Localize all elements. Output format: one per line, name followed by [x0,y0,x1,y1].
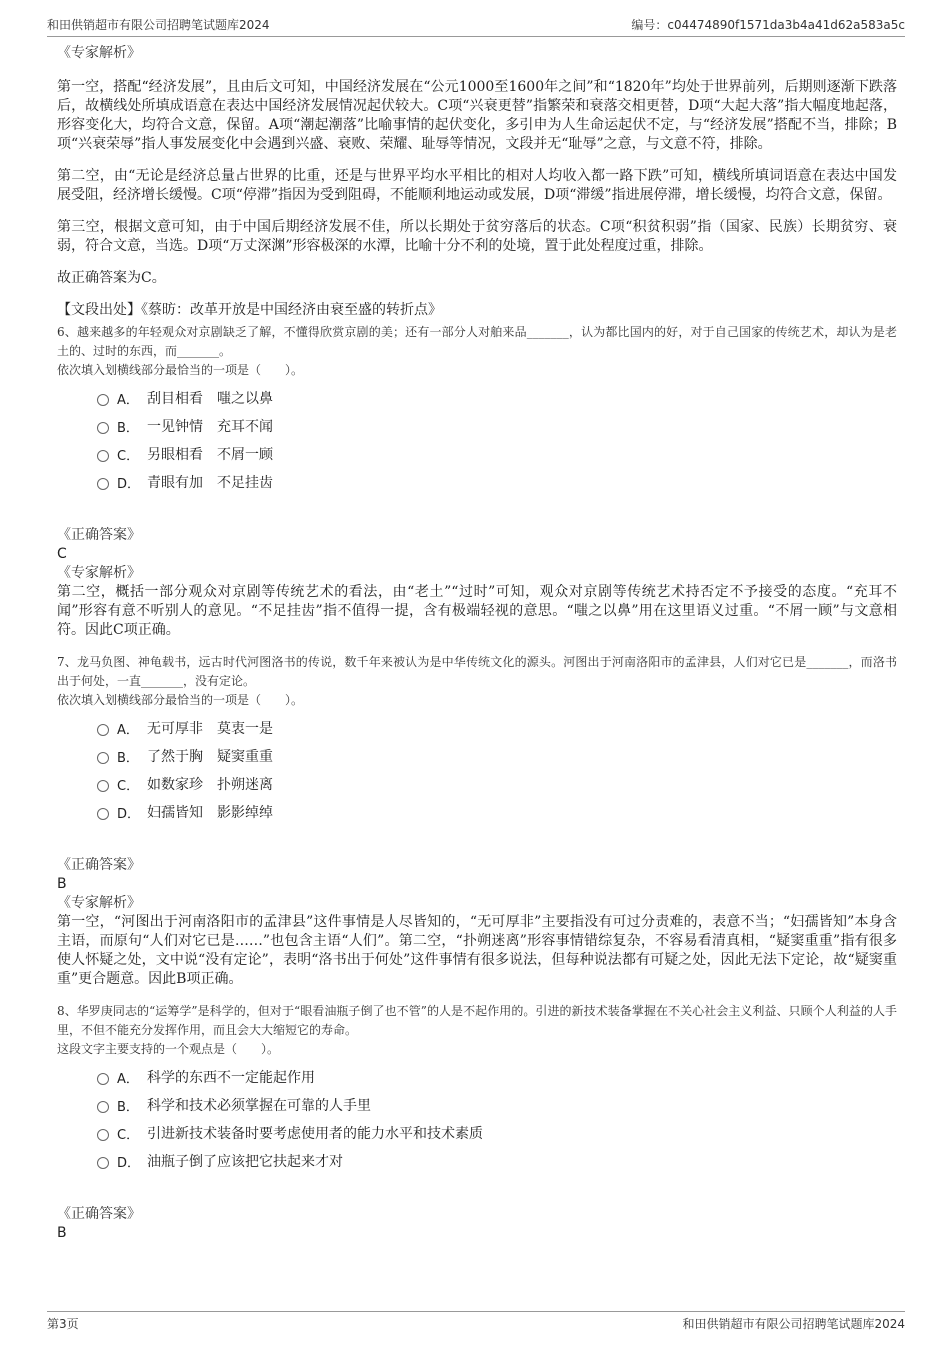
option-text: 如数家珍 扑朔迷离 [147,777,273,793]
option-d[interactable] [97,468,897,496]
question-8 [57,1002,897,1243]
header-title: 和田供销超市有限公司招聘笔试题库2024 [47,18,270,32]
radio-icon[interactable] [97,450,109,462]
expert-analysis-label: 《专家解析》 [57,565,141,581]
option-letter: A． [117,722,139,738]
correct-answer: C [57,546,67,562]
footer-title: 和田供销超市有限公司招聘笔试题库2024 [682,1317,905,1331]
option-b[interactable] [97,742,897,770]
option-text: 一见钟情 充耳不闻 [147,419,273,435]
option-text: 科学的东西不一定能起作用 [147,1070,315,1086]
analysis-conclusion: 故正确答案为C。 [57,270,166,286]
option-letter: C． [117,778,140,794]
question-instruction: 这段文字主要支持的一个观点是（ ）。 [57,1042,280,1056]
question-instruction: 依次填入划横线部分最恰当的一项是（ ）。 [57,693,304,707]
correct-answer-label: 《正确答案》 [57,857,141,873]
option-letter: D． [117,476,141,492]
option-text: 油瓶子倒了应该把它扶起来才对 [147,1154,343,1170]
option-text: 无可厚非 莫衷一是 [147,721,273,737]
question-6 [57,323,897,640]
radio-icon[interactable] [97,1129,109,1141]
option-b[interactable] [97,412,897,440]
option-letter: A． [117,1071,139,1087]
option-text: 刮目相看 嗤之以鼻 [147,391,273,407]
radio-icon[interactable] [97,724,109,736]
radio-icon[interactable] [97,394,109,406]
question-7 [57,653,897,989]
option-a[interactable] [97,1063,897,1091]
radio-icon[interactable] [97,752,109,764]
option-c[interactable] [97,1119,897,1147]
document-id: 编号：c04474890f1571da3b4a41d62a583a5c [631,18,905,32]
option-a[interactable] [97,714,897,742]
radio-icon[interactable] [97,1157,109,1169]
radio-icon[interactable] [97,478,109,490]
option-b[interactable] [97,1091,897,1119]
correct-answer: B [57,1225,67,1241]
option-c[interactable] [97,770,897,798]
option-d[interactable] [97,1147,897,1175]
analysis-paragraph-1: 第一空，搭配“经济发展”，且由后文可知，中国经济发展在“公元1000至1600年之间”和“1820年”均处于世界前列，后期则逐渐下跌落后，故横线处所填成语意在表达中国经济发展情况起伏较大。C项“兴衰更替”指繁荣和衰落交相更替，D项“大起大落”指大幅度地起落，形容变化大，均符合文意，保留。A项“潮起潮落”比喻事情的起伏变化，多引申为人生命运起伏不定，与“经济发展”搭配不当，排除；B项“兴衰荣辱”指人事发展变化中会遇到兴盛、衰败、荣耀、耻辱等情况，文段并无“耻辱”之意，与文意不符，排除。 [57,79,897,152]
option-letter: B． [117,1099,139,1115]
option-list [97,1063,897,1175]
option-text: 青眼有加 不足挂齿 [147,475,273,491]
radio-icon[interactable] [97,422,109,434]
option-d[interactable] [97,798,897,826]
question-stem: 6、越来越多的年轻观众对京剧缺乏了解，不懂得欣赏京剧的美；还有一部分人对舶来品_______，认为都比国内的好，对于自己国家的传统艺术，却认为是老土的、过时的东西，而_______。 [57,325,897,358]
option-text: 科学和技术必须掌握在可靠的人手里 [147,1098,371,1114]
expert-analysis-label: 《专家解析》 [57,45,141,61]
analysis-text: 第一空，“河图出于河南洛阳市的孟津县”这件事情是人尽皆知的，“无可厚非”主要指没有可过分责难的，表意不当；“妇孺皆知”本身含主语，而原句“人们对它已是……”也包含主语“人们”。第二空，“扑朔迷离”形容事情错综复杂，不容易看清真相，“疑窦重重”指有很多使人怀疑之处，文中说“没有定论”，表明“洛书出于何处”这件事情有很多说法，但每种说法都有可疑之处，因此无法下定论，故“疑窦重重”更合题意。因此B项正确。 [57,914,897,987]
analysis-text: 第二空，概括一部分观众对京剧等传统艺术的看法，由“老土”“过时”可知，观众对京剧等传统艺术持否定不予接受的态度。“充耳不闻”形容有意不听别人的意见。“不足挂齿”指不值得一提，含有极端轻视的意思。“嗤之以鼻”用在这里语义过重。“不屑一顾”与文意相符。因此C项正确。 [57,584,897,638]
option-letter: B． [117,420,139,436]
option-text: 妇孺皆知 影影绰绰 [147,805,273,821]
option-a[interactable] [97,384,897,412]
option-list [97,384,897,496]
page-number: 第3页 [47,1317,79,1331]
page-content [57,44,897,1243]
radio-icon[interactable] [97,780,109,792]
option-letter: C． [117,448,140,464]
option-letter: D． [117,806,141,822]
analysis-paragraph-2: 第二空，由“无论是经济总量占世界的比重，还是与世界平均水平相比的相对人均收入都一路下跌”可知，横线所填词语意在表达中国发展受阻，经济增长缓慢。C项“停滞”指因为受到阻碍，不能顺利地运动或发展，D项“滞缓”指进展停滞，增长缓慢，均符合文意，保留。 [57,168,897,203]
option-c[interactable] [97,440,897,468]
question-stem: 8、华罗庚同志的“运筹学”是科学的，但对于“眼看油瓶子倒了也不管”的人是不起作用的。引进的新技术装备掌握在不关心社会主义利益、只顾个人利益的人手里，不但不能充分发挥作用，而且会大大缩短它的寿命。 [57,1004,897,1037]
radio-icon[interactable] [97,1101,109,1113]
correct-answer-label: 《正确答案》 [57,527,141,543]
radio-icon[interactable] [97,1073,109,1085]
question-instruction: 依次填入划横线部分最恰当的一项是（ ）。 [57,363,304,377]
option-letter: B． [117,750,139,766]
option-text: 引进新技术装备时要考虑使用者的能力水平和技术素质 [147,1126,483,1142]
page-header [47,14,905,37]
option-text: 了然于胸 疑窦重重 [147,749,273,765]
question-stem: 7、龙马负图、神龟载书，远古时代河图洛书的传说，数千年来被认为是中华传统文化的源头。河图出于河南洛阳市的孟津县，人们对它已是_______，而洛书出于何处，一直_______，没有定论。 [57,655,897,688]
page-footer [47,1311,905,1336]
radio-icon[interactable] [97,808,109,820]
source-citation: 【文段出处】《蔡昉：改革开放是中国经济由衰至盛的转折点》 [57,302,442,318]
expert-analysis-label: 《专家解析》 [57,895,141,911]
option-letter: D． [117,1155,141,1171]
option-letter: C． [117,1127,140,1143]
correct-answer: B [57,876,67,892]
option-list [97,714,897,826]
correct-answer-label: 《正确答案》 [57,1206,141,1222]
analysis-paragraph-3: 第三空，根据文意可知，由于中国后期经济发展不佳，所以长期处于贫穷落后的状态。C项“积贫积弱”指（国家、民族）长期贫穷、衰弱，符合文意，当选。D项“万丈深渊”形容极深的水潭，比喻十分不利的处境，置于此处程度过重，排除。 [57,219,897,254]
option-text: 另眼相看 不屑一顾 [147,447,273,463]
option-letter: A． [117,392,139,408]
